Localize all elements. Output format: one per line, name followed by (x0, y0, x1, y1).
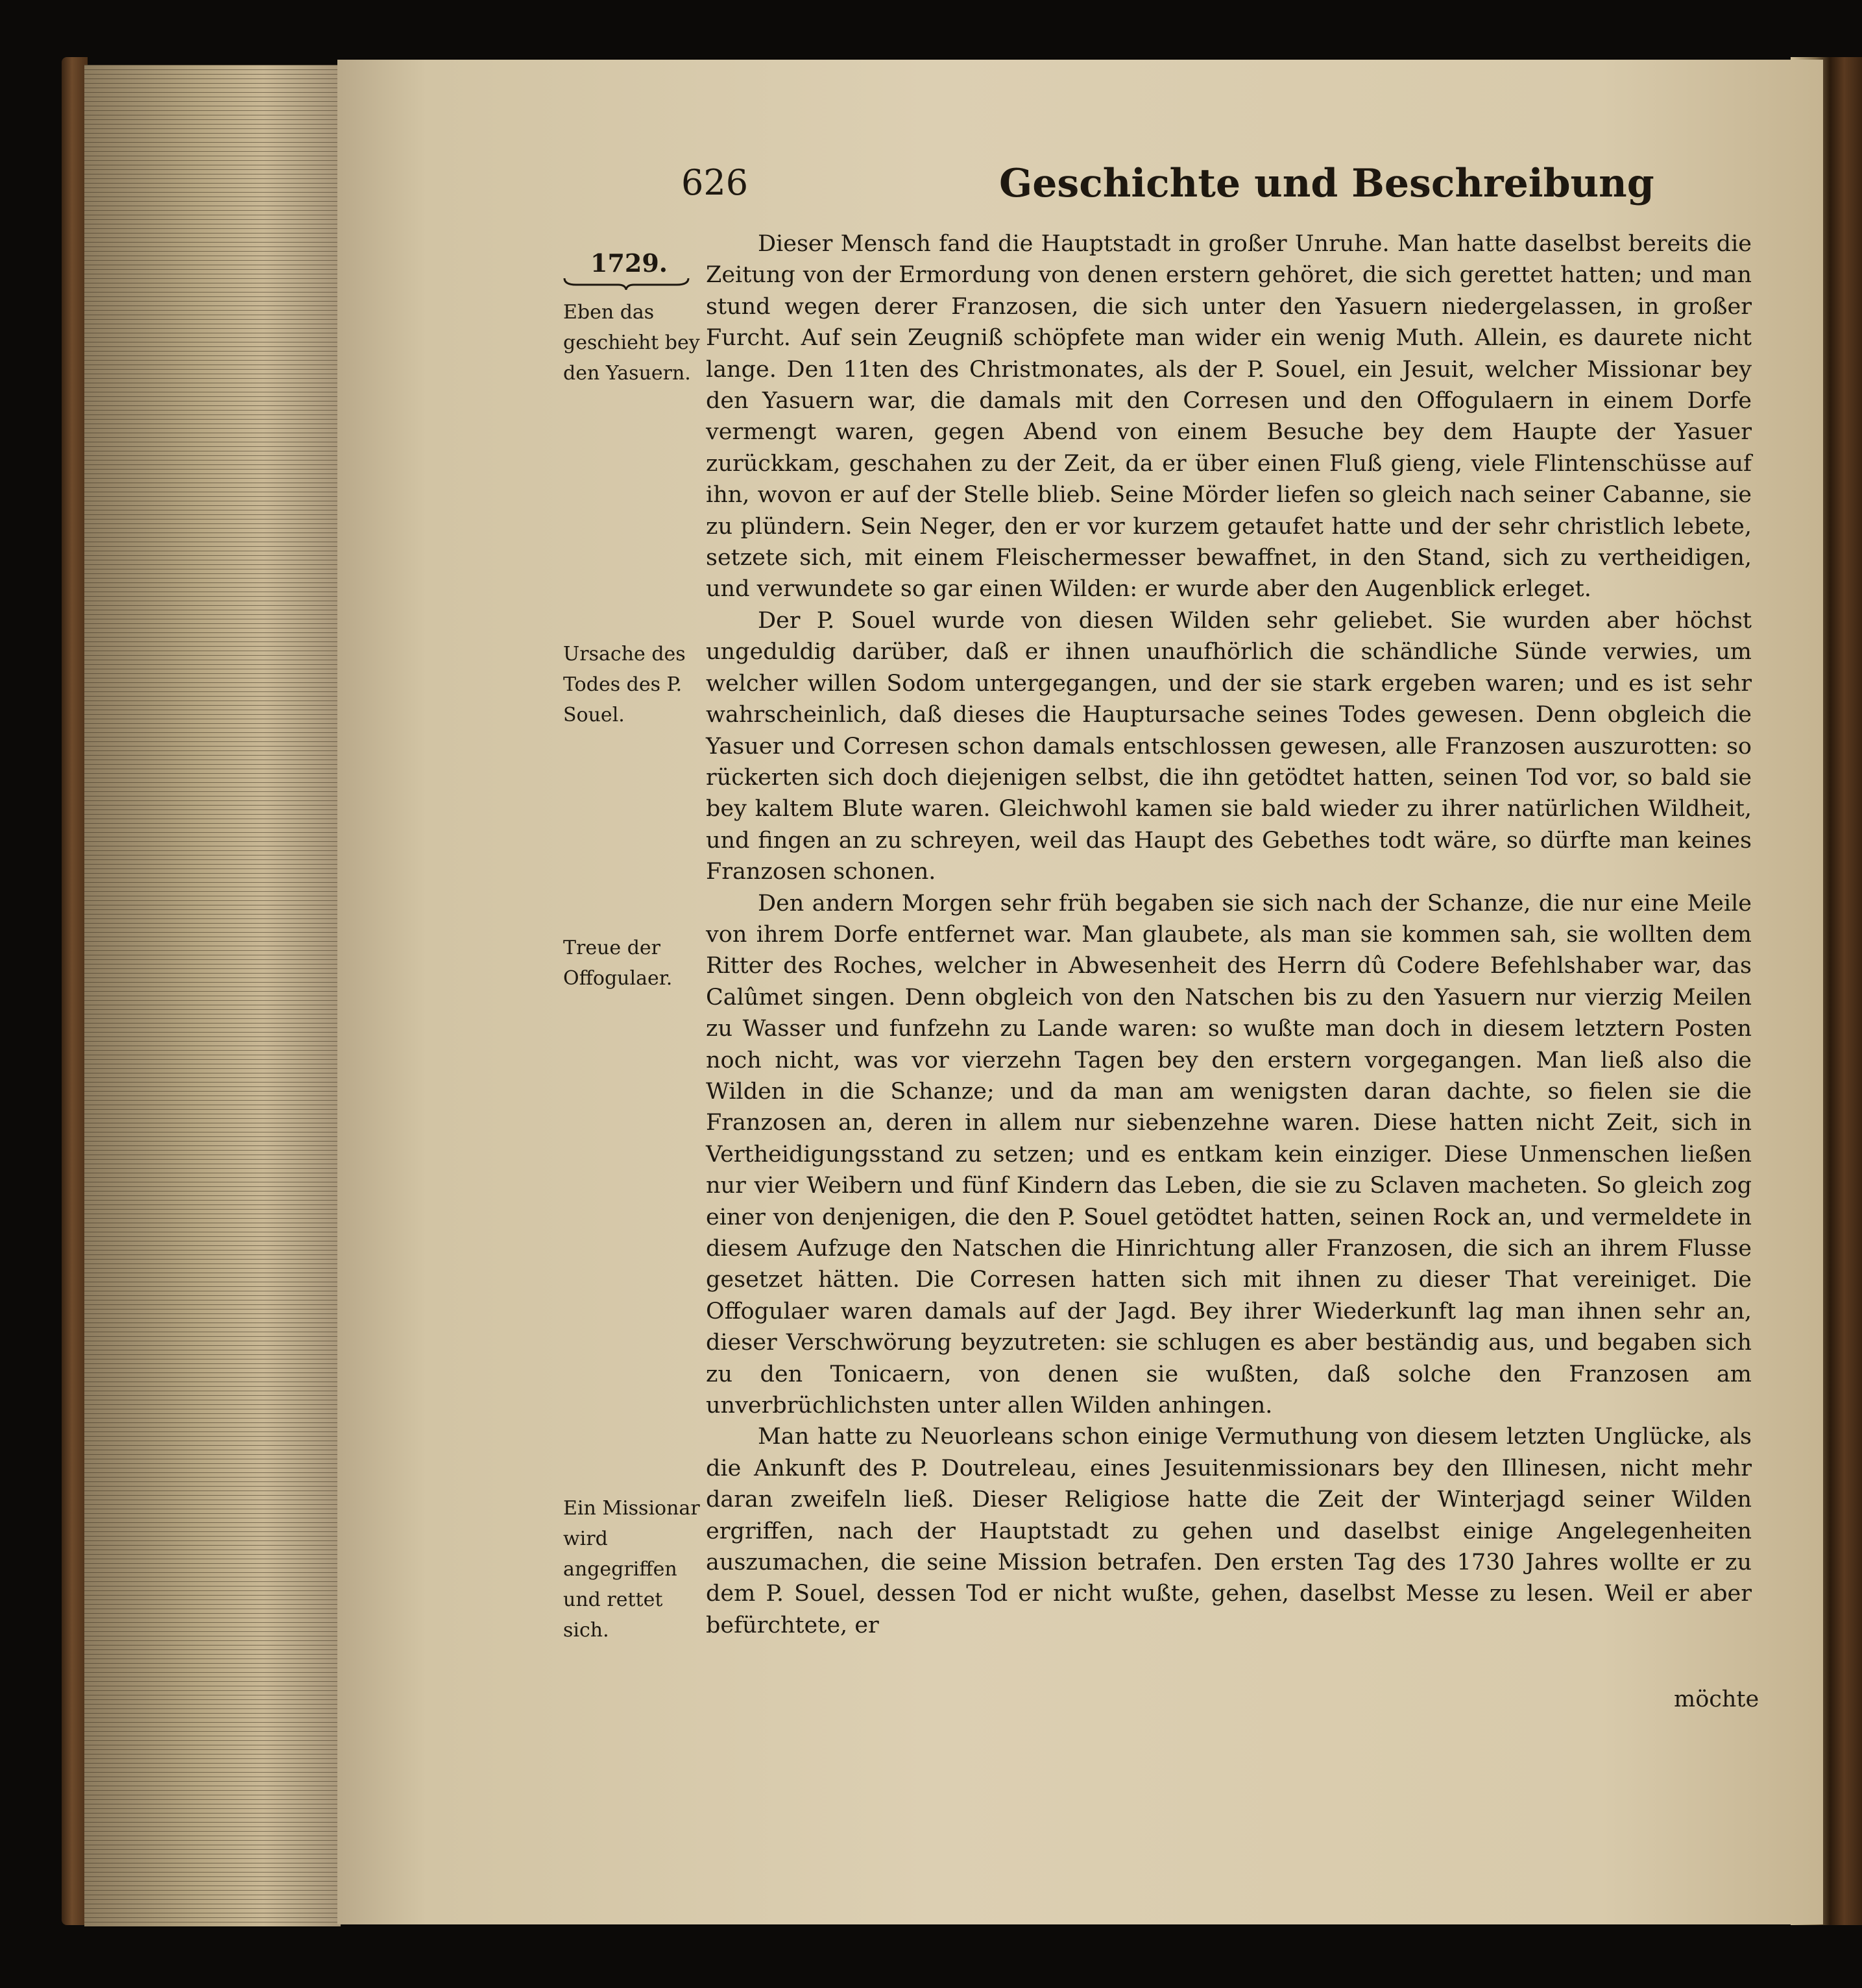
page-number: 626 (681, 162, 749, 203)
page-stack-edge (84, 65, 341, 1926)
running-title: Geschichte und Beschreibung (999, 161, 1654, 206)
marginal-note-4: Ein Missionar wird angegriffen und rettet sich. (563, 1497, 700, 1642)
catchword: möchte (1674, 1686, 1759, 1712)
margin-year: 1729. (590, 248, 668, 278)
marginal-note-2: Ursache des Todes des P. Souel. (563, 643, 686, 726)
paragraph: Dieser Mensch fand die Hauptstadt in großer Unruhe. Man hatte daselbst bereits die Zeitung von der Ermordung von denen erstern gehöret, die sich gerettet hatten; und man stund wegen derer Franzosen, die sich unter den Yasuern niedergelassen, in großer Furcht. Auf sein Zeugniß schöpfete man wider ein wenig Muth. Allein, es daurete nicht lange. Den 11ten des Christmonates, als der P. Souel, ein Jesuit, welcher Missionar bey den Yasuern war, die damals mit den Corresen und den Offogulaern in einem Dorfe vermengt waren, gegen Abend von einem Besuche bey dem Haupte der Yasuer zurückkam, geschahen zu der Zeit, da er über einen Fluß gieng, viele Flintenschüsse auf ihn, wovon er auf der Stelle blieb. Seine Mörder liefen so gleich nach seiner Cabanne, sie zu plündern. Sein Neger, den er vor kurzem getaufet hatte und der sehr christlich lebete, setzete sich, mit einem Fleischermesser bewaffnet, in den Stand, sich zu vertheidigen, und verwundete so gar einen Wilden: er wurde aber den Augenblick erleget. (706, 231, 1752, 603)
main-text (706, 228, 1752, 1641)
paragraph: Der P. Souel wurde von diesen Wilden sehr geliebet. Sie wurden aber höchst ungeduldig darüber, daß er ihnen unaufhörlich die schändliche Sünde verwies, um welcher willen Sodom untergegangen, und der sie stark ergeben waren; und es ist sehr wahrscheinlich, daß dieses die Hauptursache seines Todes gewesen. Denn obgleich die Yasuer und Corresen schon damals entschlossen gewesen, alle Franzosen auszurotten: so rückerten sich doch diejenigen selbst, die ihn getödtet hatten, seinen Tod vor, so bald sie bey kaltem Blute waren. Gleichwohl kamen sie bald wieder zu ihrer natürlichen Wildheit, und fingen an zu schreyen, weil das Haupt des Gebethes todt wäre, so dürfte man keines Franzosen schonen. (706, 607, 1752, 885)
margin-brace (563, 276, 690, 290)
marginal-note-1: Eben das geschieht bey den Yasuern. (563, 301, 700, 385)
book-cover-edge (62, 57, 88, 1925)
page-header (681, 162, 1784, 227)
paragraph: Man hatte zu Neuorleans schon einige Vermuthung von diesem letzten Unglücke, als die Ankunft des P. Doutreleau, eines Jesuitenmissionars bey den Illinesen, nicht mehr daran zweifeln ließ. Dieser Religiose hatte die Zeit der Winterjagd seiner Wilden ergriffen, nach der Hauptstadt zu gehen und daselbst einige Angelegenheiten auszumachen, die seine Mission betrafen. Den ersten Tag des 1730 Jahres wollte er zu dem P. Souel, dessen Tod er nicht wußte, gehen, daselbst Messe zu lesen. Weil er aber befürchtete, er (706, 1424, 1752, 1638)
paragraph: Den andern Morgen sehr früh begaben sie sich nach der Schanze, die nur eine Meile von ihrem Dorfe entfernet war. Man glaubete, als man sie kommen sah, sie wollten dem Ritter des Roches, welcher in Abwesenheit des Herrn dû Codere Befehlshaber war, das Calûmet singen. Denn obgleich von den Natschen bis zu den Yasuern nur vierzig Meilen zu Wasser und funfzehn zu Lande waren: so wußte man doch in diesem letztern Posten noch nicht, was vor vierzehn Tagen bey den erstern vorgegangen. Man ließ also die Wilden in die Schanze; und da man am wenigsten daran dachte, so fielen sie die Franzosen an, deren in allem nur siebenzehne waren. Diese hatten nicht Zeit, sich in Vertheidigungsstand zu setzen; und es entkam kein einziger. Diese Unmenschen ließen nur vier Weibern und fünf Kindern das Leben, die sie zu Sclaven macheten. So gleich zog einer von denjenigen, die den P. Souel getödtet hatten, seinen Rock an, und vermeldete in diesem Aufzuge den Natschen die Hinrichtung aller Franzosen, die sich an ihrem Flusse gesetzet hätten. Die Corresen hatten sich mit ihnen zu dieser That vereiniget. Die Offogulaer waren damals auf der Jagd. Bey ihrer Wiederkunft lag man ihnen sehr an, dieser Verschwörung beyzutreten: sie schlugen es aber beständig aus, und begaben sich zu den Tonicaern, von denen sie wußten, daß solche den Franzosen am unverbrüchlichsten unter allen Wilden anhingen. (706, 890, 1752, 1419)
marginal-note-3: Treue der Offogulaer. (563, 937, 673, 990)
